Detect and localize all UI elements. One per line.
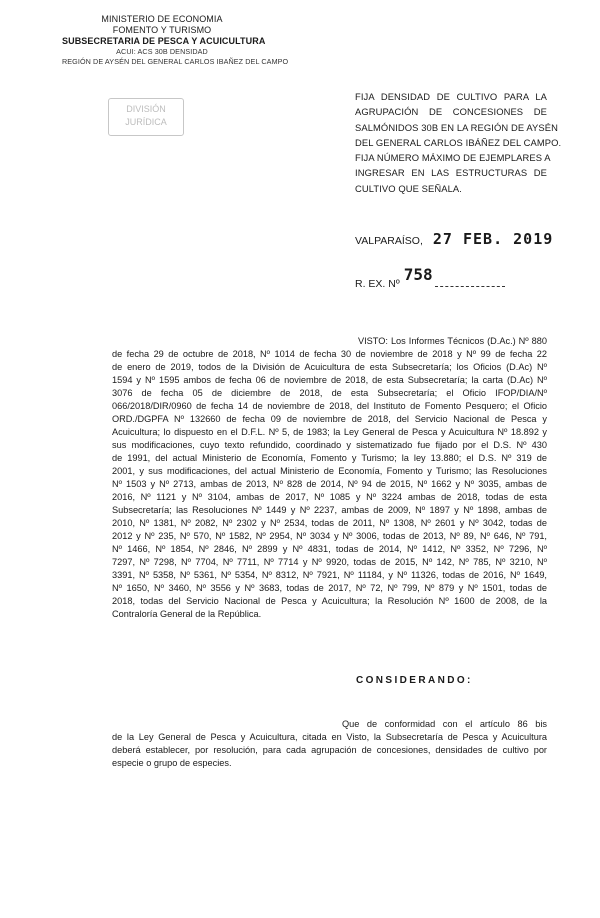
reference-line-2: REGIÓN DE AYSÉN DEL GENERAL CARLOS IBAÑEZ DEL CAMPO — [62, 57, 289, 66]
summary-line: INGRESAR EN LAS ESTRUCTURAS DE — [355, 167, 547, 179]
division-juridica-stamp — [108, 98, 184, 136]
date-stamp: 27 FEB. 2019 — [432, 230, 554, 248]
resolution-number-value: 758 — [403, 265, 433, 284]
visto-line: 2010, Nº 1381, Nº 2082, Nº 2302 y Nº 2534, todas de 2011, Nº 1308, Nº 2601 y Nº 3042, todas de — [112, 518, 547, 528]
visto-line: Contraloría General de la República. — [112, 609, 262, 619]
considerando-line: deberá establecer, por resolución, para cada agrupación de concesiones, densidades de cultivo por — [112, 745, 547, 755]
visto-line: 3391, Nº 5358, Nº 5361, Nº 5354, Nº 8312, Nº 7921, Nº 11184, y Nº 11326, todas de 2016, Nº 1649, — [112, 570, 547, 580]
ministry-name-2: FOMENTO Y TURISMO — [112, 25, 212, 35]
visto-line: Nº 1466, Nº 1854, Nº 2846, Nº 2899 y Nº 4831, todas de 2014, Nº 1412, Nº 3352, Nº 7296, Nº — [112, 544, 547, 554]
place-and-date — [355, 230, 553, 248]
considerando-line: Que de conformidad con el artículo 86 bis — [342, 719, 547, 729]
visto-line: de enero de 2019, todos de la División de Acuicultura de esta Subsecretaría; los Oficios (D.Ac) Nº — [112, 362, 547, 372]
considerando-section — [112, 718, 547, 770]
resolution-summary — [355, 89, 562, 196]
summary-line: DEL GENERAL CARLOS IBÁÑEZ DEL CAMPO. — [355, 136, 562, 148]
visto-line: VISTO: Los Informes Técnicos (D.Ac.) Nº 880 — [358, 336, 547, 346]
visto-line: Acuicultura; lo dispuesto en el D.F.L. Nº 5, de 1983; la Ley General de Pesca y Acuicultura Nº 18.892 y — [112, 427, 547, 437]
visto-line: 1594 y Nº 1595 ambos de fecha 06 de noviembre de 2018, de esta Subsecretaría; la carta (D.Ac) Nº — [112, 375, 547, 385]
considerando-line: de la Ley General de Pesca y Acuicultura, citada en Visto, la Subsecretaría de Pesca y Acuicultura — [112, 732, 547, 742]
considerando-heading: CONSIDERANDO: — [356, 675, 473, 686]
summary-line: AGRUPACIÓN DE CONCESIONES DE — [355, 106, 547, 118]
summary-line: FIJA DENSIDAD DE CULTIVO PARA LA — [355, 91, 547, 102]
subsecretaria-name: SUBSECRETARIA DE PESCA Y ACUICULTURA — [62, 36, 266, 46]
visto-line: sus modificaciones, cuyo texto refundido, coordinado y sistematizado fue fijado por el D.S. Nº 430 — [112, 440, 547, 450]
visto-line: 2012 y Nº 235, Nº 570, Nº 1582, Nº 2954, Nº 3034 y Nº 3006, todas de 2013, Nº 89, Nº 646, Nº 791, — [112, 531, 547, 541]
visto-line: Nº 1503 y Nº 2713, ambas de 2013, Nº 828 de 2014, Nº 94 de 2015, Nº 1662 y Nº 3035, ambas de — [112, 479, 547, 489]
stamp-line-1: DIVISIÓN — [126, 104, 166, 114]
visto-line: 2001, y sus modificaciones, del actual Ministerio de Economía, Fomento y Turismo; las Resoluciones — [112, 466, 547, 476]
visto-line: Subsecretaría; las Resoluciones Nº 1449 y Nº 2237, ambas de 2009, Nº 1897 y Nº 1898, ambas de — [112, 505, 547, 515]
visto-line: 7297, Nº 7298, Nº 7704, Nº 7711, Nº 7714 y Nº 9920, todas de 2015, Nº 142, Nº 785, Nº 3210, Nº — [112, 557, 547, 567]
letterhead — [62, 14, 289, 67]
visto-line: 3076 de fecha 05 de diciembre de 2018, de esta Subsecretaría; el Oficio IFOP/DIA/Nº — [112, 388, 547, 398]
resolution-underline — [435, 286, 505, 287]
resolution-number — [355, 265, 505, 291]
visto-line: Nº 1650, Nº 3460, Nº 3556 y Nº 3683, todas de 2017, Nº 72, Nº 799, Nº 879 y Nº 1501, todas de — [112, 583, 547, 593]
reference-line-1: ACUI: ACS 30B DENSIDAD — [116, 47, 208, 56]
visto-line: ORD./DGPFA Nº 132660 de fecha 09 de noviembre de 2018, del Servicio Nacional de Pesca y — [112, 414, 547, 424]
ministry-name: MINISTERIO DE ECONOMIA — [101, 14, 223, 24]
visto-line: 2018, todas del Servicio Nacional de Pesca y Acuicultura; la Resolución Nº 1600 de 2008, de la — [112, 596, 547, 606]
city: VALPARAÍSO, — [355, 235, 423, 247]
visto-line: 2016, Nº 1121 y Nº 3104, ambas de 2017, Nº 1085 y Nº 3224 ambas de 2018, todas de esta — [112, 492, 547, 502]
visto-line: de fecha 29 de octubre de 2018, Nº 1014 de fecha 30 de noviembre de 2018 y Nº 99 de fecha 22 — [112, 349, 547, 359]
summary-line: FIJA NÚMERO MÁXIMO DE EJEMPLARES A — [355, 152, 551, 164]
visto-section — [112, 335, 547, 621]
visto-line: 066/2018/DIR/0960 de fecha 14 de noviembre de 2018, del Instituto de Fomento Pesquero; el Oficio — [112, 401, 547, 411]
visto-line: de 1991, del actual Ministerio de Economía, Fomento y Turismo; la ley 13.880; el D.S. Nº 319 de — [112, 453, 547, 463]
summary-line: CULTIVO QUE SEÑALA. — [355, 182, 462, 194]
resolution-label: R. EX. Nº — [355, 278, 400, 290]
considerando-line: especie o grupo de especies. — [112, 758, 232, 768]
summary-line: SALMÓNIDOS 30B EN LA REGIÓN DE AYSÉN — [355, 121, 558, 133]
stamp-line-2: JURÍDICA — [125, 117, 167, 127]
